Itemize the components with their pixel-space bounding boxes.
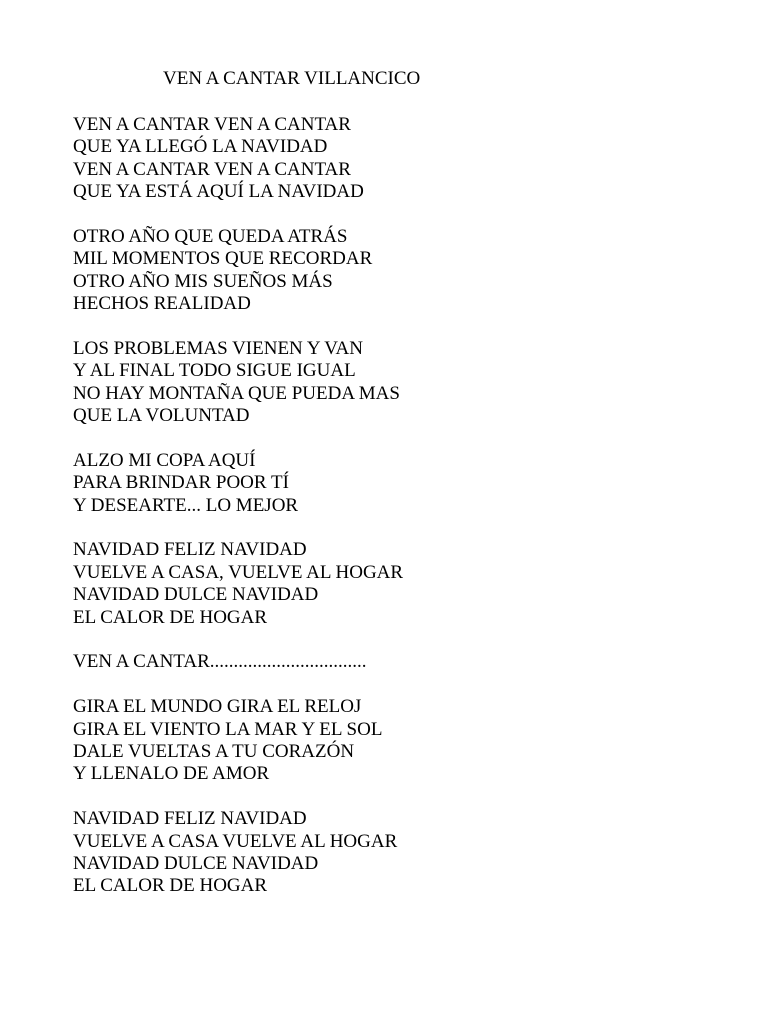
stanza-2 — [73, 226, 753, 316]
lyric-line: VEN A CANTAR VEN A CANTAR — [73, 158, 351, 180]
song-title: VEN A CANTAR VILLANCICO — [163, 68, 421, 89]
lyric-line: OTRO AÑO MIS SUEÑOS MÁS — [73, 270, 333, 292]
lyric-line: DALE VUELTAS A TU CORAZÓN — [73, 740, 355, 762]
stanza-1 — [73, 114, 753, 204]
lyric-line: Y DESEARTE... LO MEJOR — [73, 494, 299, 516]
lyric-line: HECHOS REALIDAD — [73, 293, 251, 315]
lyric-line: NO HAY MONTAÑA QUE PUEDA MAS — [73, 382, 400, 404]
lyric-line: Y LLENALO DE AMOR — [73, 763, 270, 785]
lyric-line: NAVIDAD DULCE NAVIDAD — [73, 852, 319, 874]
lyric-line: QUE YA LLEGÓ LA NAVIDAD — [73, 136, 328, 158]
stanza-5 — [73, 696, 753, 786]
lyric-line: QUE LA VOLUNTAD — [73, 405, 250, 427]
lyric-line: PARA BRINDAR POOR TÍ — [73, 472, 289, 494]
lyric-line: QUE YA ESTÁ AQUÍ LA NAVIDAD — [73, 181, 364, 203]
repeat-line — [73, 651, 753, 673]
lyric-line: VUELVE A CASA, VUELVE AL HOGAR — [73, 561, 404, 583]
lyric-line: VEN A CANTAR................................. — [73, 651, 367, 673]
chorus-1 — [73, 539, 753, 629]
lyric-line: NAVIDAD FELIZ NAVIDAD — [73, 539, 307, 561]
lyric-line: EL CALOR DE HOGAR — [73, 606, 268, 628]
lyric-line: OTRO AÑO QUE QUEDA ATRÁS — [73, 225, 348, 247]
lyric-line: NAVIDAD DULCE NAVIDAD — [73, 584, 319, 606]
stanza-4 — [73, 450, 753, 517]
lyric-line: NAVIDAD FELIZ NAVIDAD — [73, 808, 307, 830]
lyric-line: Y AL FINAL TODO SIGUE IGUAL — [73, 360, 356, 382]
song-lyrics — [73, 114, 753, 920]
lyric-line: GIRA EL MUNDO GIRA EL RELOJ — [73, 696, 362, 718]
lyric-line: LOS PROBLEMAS VIENEN Y VAN — [73, 337, 363, 359]
lyric-line: VUELVE A CASA VUELVE AL HOGAR — [73, 830, 398, 852]
lyric-line: EL CALOR DE HOGAR — [73, 875, 268, 897]
stanza-3 — [73, 338, 753, 428]
lyric-line: GIRA EL VIENTO LA MAR Y EL SOL — [73, 718, 383, 740]
lyric-line: MIL MOMENTOS QUE RECORDAR — [73, 248, 373, 270]
lyric-line: VEN A CANTAR VEN A CANTAR — [73, 114, 351, 135]
lyric-line: ALZO MI COPA AQUÍ — [73, 449, 256, 471]
chorus-2 — [73, 808, 753, 898]
